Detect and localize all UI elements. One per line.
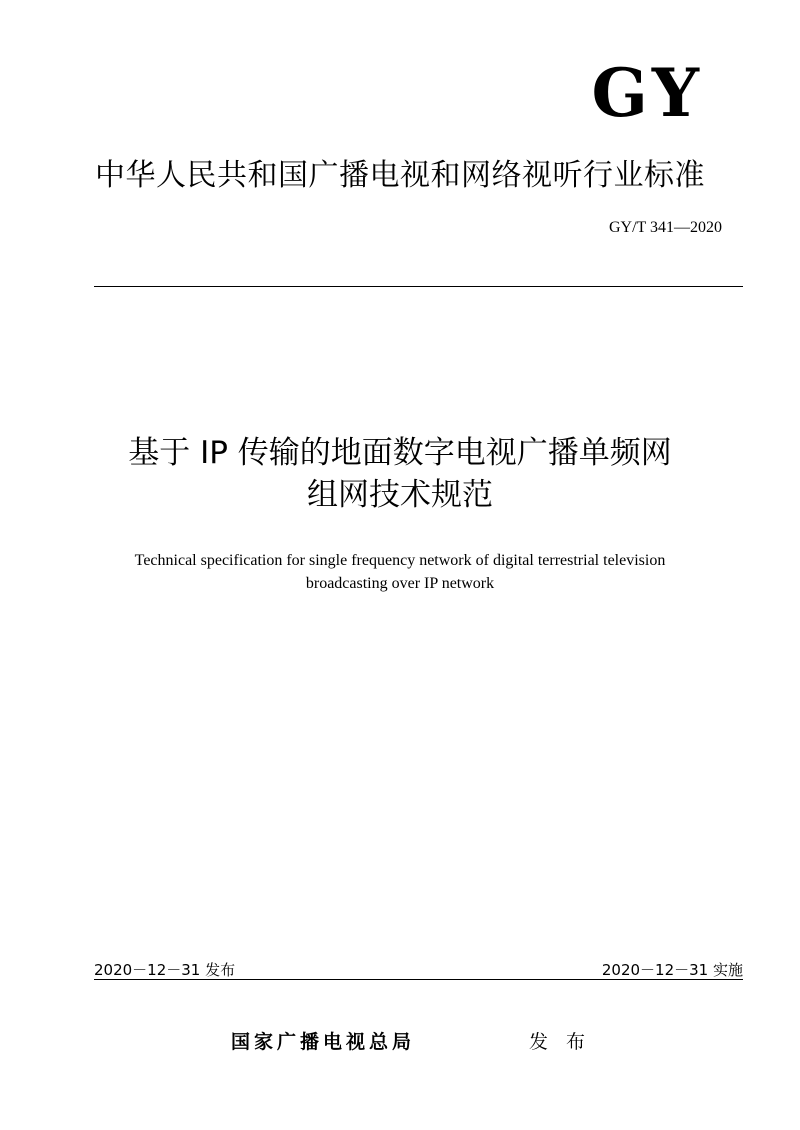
implementation-date: 2020－12－31 实施 bbox=[601, 961, 743, 979]
chinese-title bbox=[0, 432, 800, 516]
issuing-authority: 国家广播电视总局 bbox=[231, 1031, 416, 1053]
issue-label: 发 布 bbox=[529, 1031, 592, 1053]
standard-number: GY/T 341—2020 bbox=[608, 219, 722, 236]
header-divider bbox=[94, 286, 743, 287]
english-title-line-2: broadcasting over IP network bbox=[305, 575, 495, 592]
chinese-title-line-2: 组网技术规范 bbox=[307, 477, 493, 513]
issue-date: 2020－12－31 发布 bbox=[94, 961, 236, 979]
english-title-line-1: Technical specification for single frequency network of digital terrestrial television bbox=[134, 552, 666, 569]
chinese-title-line-1: 基于 IP 传输的地面数字电视广播单频网 bbox=[128, 435, 672, 471]
gy-logo: GY bbox=[591, 54, 703, 132]
organization-line: 中华人民共和国广播电视和网络视听行业标准 bbox=[95, 158, 705, 193]
footer-divider bbox=[94, 979, 743, 980]
english-title bbox=[0, 549, 800, 595]
